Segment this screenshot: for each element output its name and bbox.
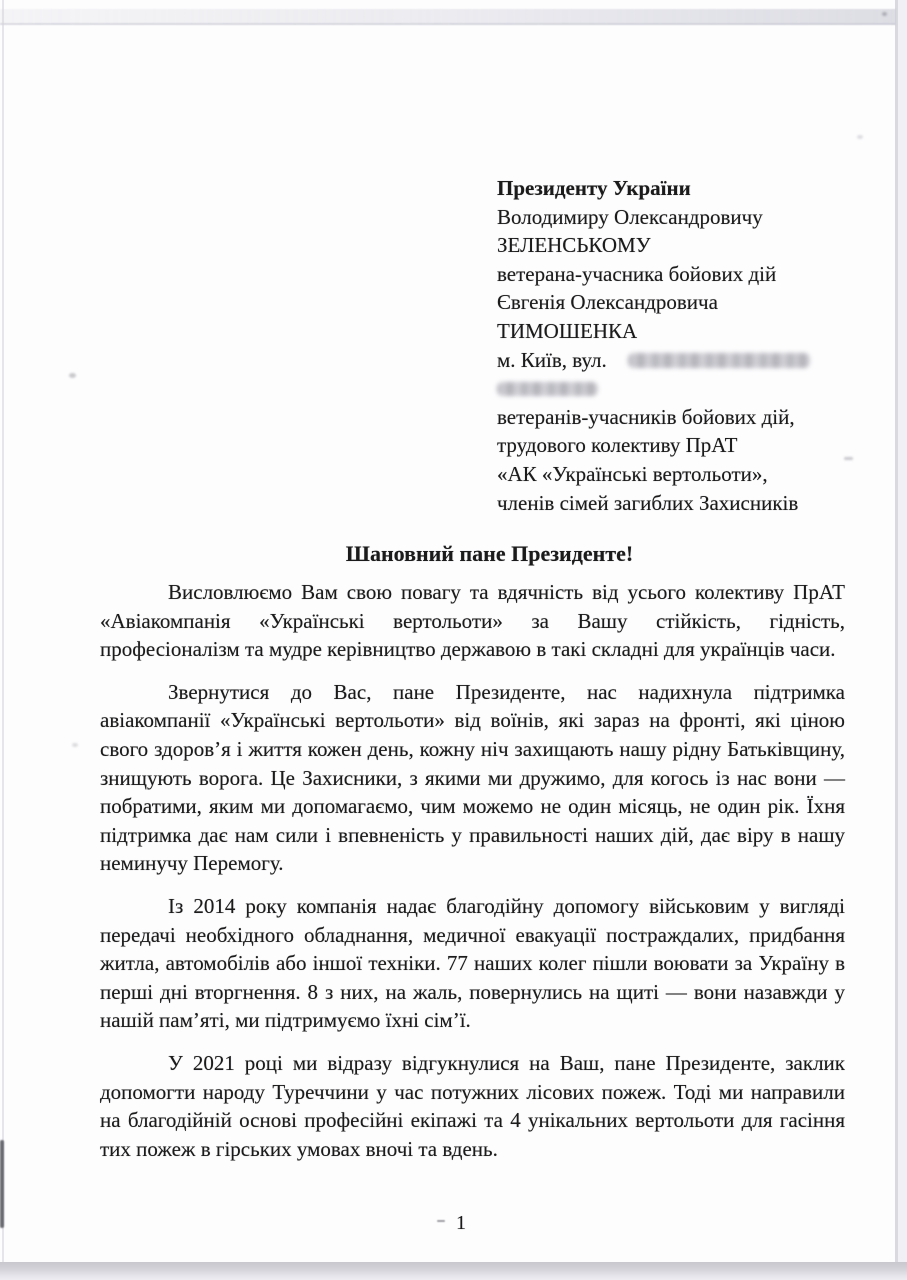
body-paragraph-1: Висловлюємо Вам свою повагу та вдячність від усього колективу ПрАТ «Авіакомпанія «Українські вертольоти» за Вашу стійкість, гідність, професіоналізм та мудре керівництво державою в такі складні для українців часи.	[100, 580, 845, 662]
scan-speck	[72, 743, 78, 747]
sender-line-veterans: ветеранів-учасників бойових дій,	[497, 404, 795, 429]
sender-line-company: «АК «Українські вертольоти»,	[497, 461, 768, 486]
recipient-line-title: Президенту України	[497, 176, 691, 200]
sender-line-address	[497, 346, 847, 375]
scan-speck	[882, 12, 887, 16]
redacted-address-strip-1	[628, 353, 810, 368]
scan-speck	[69, 373, 76, 378]
sender-line-collective: трудового колективу ПрАТ	[497, 433, 738, 458]
scan-mark-left-dark	[0, 1140, 4, 1228]
recipient-line-surname: ЗЕЛЕНСЬКОМУ	[497, 233, 651, 258]
recipient-block	[497, 174, 847, 517]
body-paragraph-3: Із 2014 року компанія надає благодійну допомогу військовим у вигляді передачі необхідного обладнання, медичної евакуації постраждалих, придбання житла, автомобілів або іншої техніки. 77 наших колег пішли воювати за Україну в перші дні вторгнення. 8 з них, на жаль, повернулись на щиті — вони назавжди у нашій пам’яті, ми підтримуємо їхні сім’ї.	[100, 893, 845, 1033]
scan-speck	[857, 135, 863, 139]
body-paragraph-4: У 2021 році ми відразу відгукнулися на Ваш, пане Президенте, заклик допомогти народу Туреччини у час потужних лісових пожеж. Тоді ми направили на благодійній основі професійні екіпажі та 4 унікальних вертольоти для гасіння тих пожеж в гірських умовах вночі та вдень.	[100, 1050, 845, 1161]
scan-edge-right-line	[895, 0, 898, 1280]
scan-edge-left-line	[2, 0, 4, 1280]
letter-body	[100, 578, 845, 1177]
sender-line-status: ветерана-учасника бойових дій	[497, 261, 777, 286]
sender-line-name: Євгенія Олександровича	[497, 290, 718, 315]
redacted-address-strip-2	[497, 382, 598, 396]
page-number: 1	[456, 1212, 466, 1234]
sender-line-families: членів сімей загиблих Захисників	[497, 490, 799, 515]
scan-edge-right-fade	[898, 0, 907, 1280]
salutation-heading: Шановний пане Президенте!	[345, 541, 634, 566]
scan-edge-top	[0, 9, 896, 25]
sender-line-surname: ТИМОШЕНКА	[497, 318, 638, 343]
sender-line-address-2	[497, 374, 847, 403]
address-city-street: м. Київ, вул.	[497, 347, 607, 372]
scan-edge-bottom	[0, 1262, 907, 1280]
body-paragraph-2: Звернутися до Вас, пане Президенте, нас надихнула підтримка авіакомпанії «Українські вертольоти» від воїнів, які зараз на фронті, які ціною свого здоров’я і життя кожен день, кожну ніч захищають нашу рідну Батьківщину, знищують ворога. Це Захисники, з якими ми дружимо, для когось із нас вони — побратими, яким ми допомагаємо, чим можемо не один місяць, не один рік. Їхня підтримка дає нам сили і впевненість у правильності наших дій, дає віру в нашу неминучу Перемогу.	[100, 679, 845, 876]
recipient-line-name: Володимиру Олександровичу	[497, 204, 763, 229]
